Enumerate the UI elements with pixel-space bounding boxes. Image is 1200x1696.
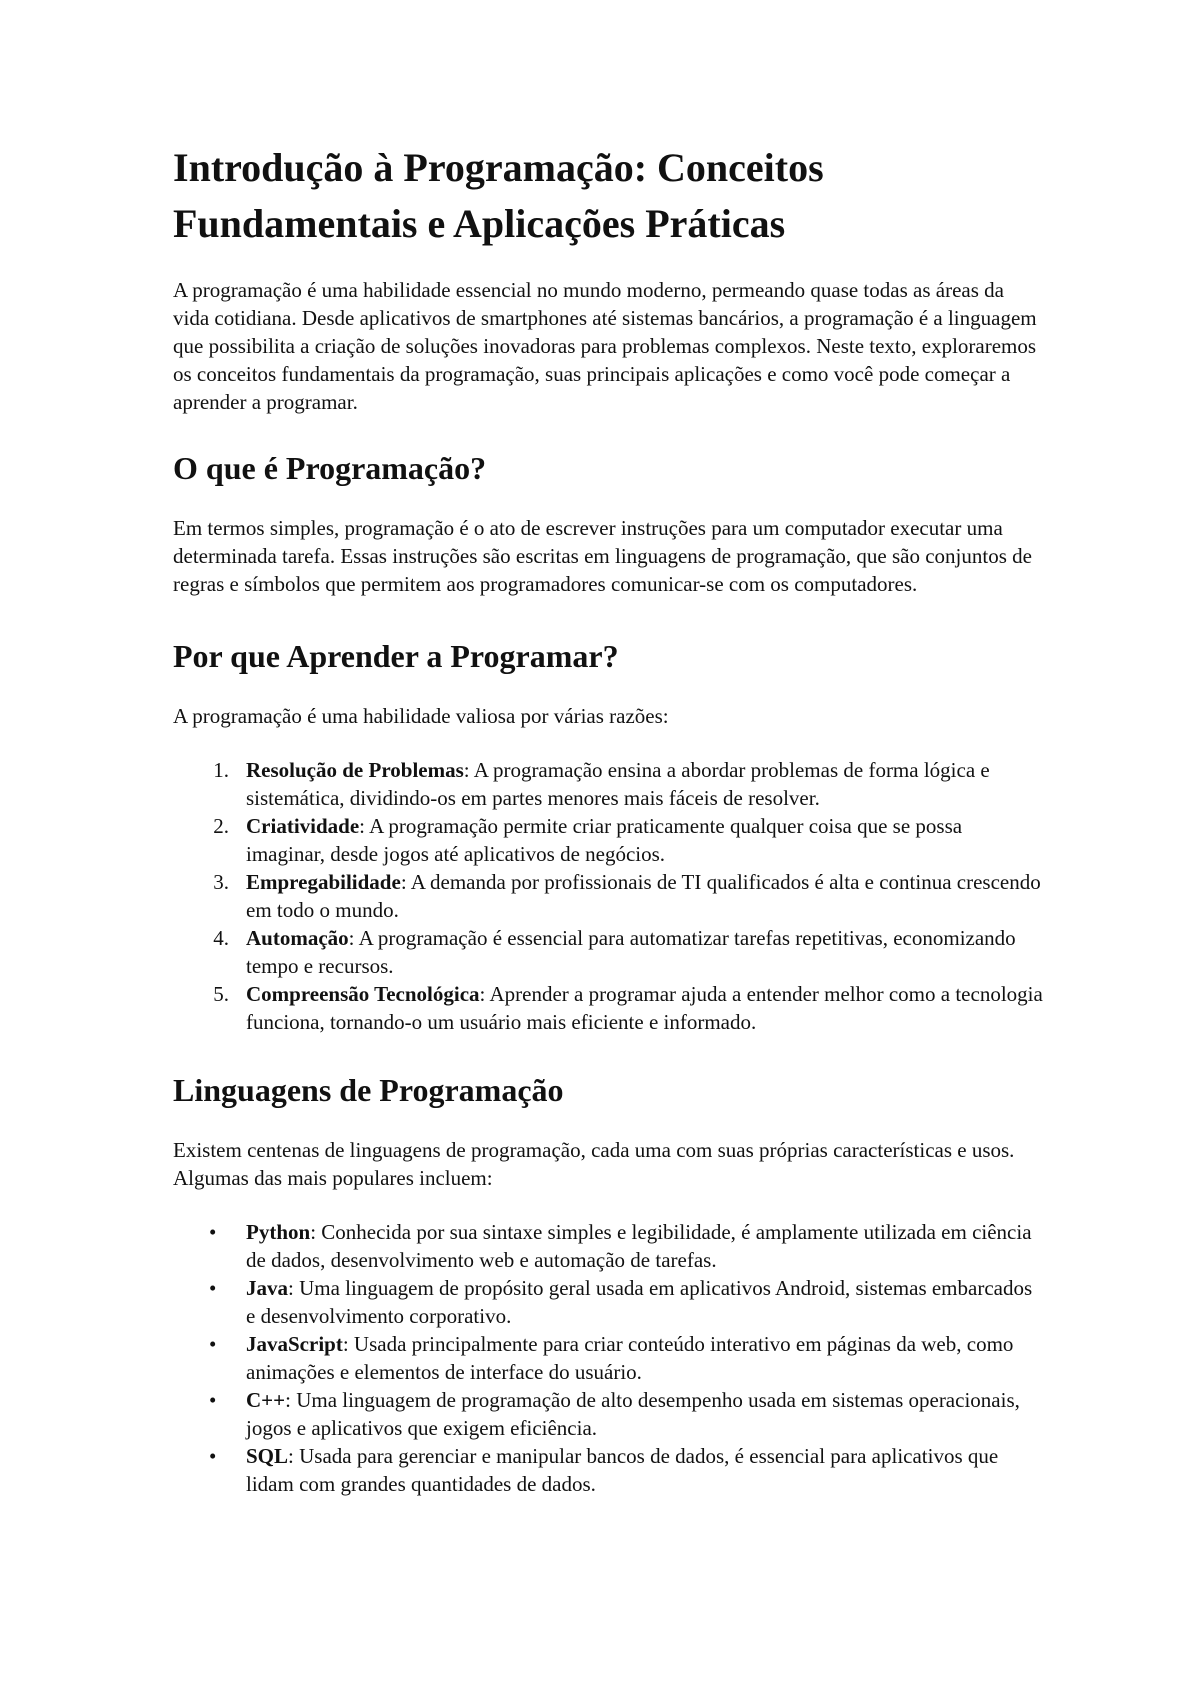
section-paragraph-what-is-programming: Em termos simples, programação é o ato de escrever instruções para um computador executar uma determinada tarefa. Essas instruções são escritas em linguagens de programação, que são conjuntos de regras e símbolos que permitem aos programadores comunicar-se com os computadores.	[173, 516, 1032, 596]
bullet-icon: •	[209, 1276, 217, 1300]
list-item-term: Resolução de Problemas	[246, 758, 464, 782]
list-item-description: : Conhecida por sua sintaxe simples e legibilidade, é amplamente utilizada em ciência de dados, desenvolvimento web e automação de tarefas.	[246, 1220, 1032, 1272]
bullet-icon: •	[209, 1332, 217, 1356]
list-number: 4.	[213, 926, 229, 950]
list-item	[173, 980, 1043, 1036]
document-title: Introdução à Programação: Conceitos Fundamentais e Aplicações Práticas	[173, 145, 824, 246]
list-item-description: : A programação permite criar praticamente qualquer coisa que se possa imaginar, desde jogos até aplicativos de negócios.	[246, 814, 963, 866]
list-number: 3.	[213, 870, 229, 894]
list-item	[173, 1274, 1043, 1330]
section-paragraph-languages: Existem centenas de linguagens de programação, cada uma com suas próprias características e usos. Algumas das mais populares incluem:	[173, 1138, 1015, 1190]
list-item-term: JavaScript	[246, 1332, 343, 1356]
bullet-icon: •	[209, 1444, 217, 1468]
list-item-description: : A programação ensina a abordar problemas de forma lógica e sistemática, dividindo-os em partes menores mais fáceis de resolver.	[246, 758, 990, 810]
list-item-term: Empregabilidade	[246, 870, 401, 894]
bullet-icon: •	[209, 1220, 217, 1244]
list-item-term: Compreensão Tecnológica	[246, 982, 480, 1006]
list-item-description: : Aprender a programar ajuda a entender melhor como a tecnologia funciona, tornando-o um usuário mais eficiente e informado.	[246, 982, 1043, 1034]
list-item	[173, 812, 1043, 868]
list-item	[173, 1218, 1043, 1274]
list-item-description: : Usada para gerenciar e manipular bancos de dados, é essencial para aplicativos que lidam com grandes quantidades de dados.	[246, 1444, 999, 1496]
document-page	[173, 140, 1043, 1498]
list-item-term: SQL	[246, 1444, 289, 1468]
list-item	[173, 924, 1043, 980]
list-item	[173, 1330, 1043, 1386]
list-item-description: : Uma linguagem de programação de alto desempenho usada em sistemas operacionais, jogos e aplicativos que exigem eficiência.	[246, 1388, 1020, 1440]
intro-paragraph: A programação é uma habilidade essencial no mundo moderno, permeando quase todas as áreas da vida cotidiana. Desde aplicativos de smartphones até sistemas bancários, a programação é a linguagem que possibilita a criação de soluções inovadoras para problemas complexos. Neste texto, exploraremos os conceitos fundamentais da programação, suas principais aplicações e como você pode começar a aprender a programar.	[173, 278, 1037, 414]
section-paragraph-why-learn: A programação é uma habilidade valiosa por várias razões:	[173, 704, 669, 728]
list-item-description: : Uma linguagem de propósito geral usada em aplicativos Android, sistemas embarcados e desenvolvimento corporativo.	[246, 1276, 1033, 1328]
list-number: 1.	[213, 758, 229, 782]
bullet-icon: •	[209, 1388, 217, 1412]
languages-list	[173, 1218, 1043, 1498]
list-item-term: Automação	[246, 926, 349, 950]
list-item-description: : A programação é essencial para automatizar tarefas repetitivas, economizando tempo e recursos.	[246, 926, 1016, 978]
section-heading-why-learn: Por que Aprender a Programar?	[173, 638, 619, 674]
reasons-list	[173, 756, 1043, 1036]
list-item-term: Criatividade	[246, 814, 360, 838]
list-item-term: Python	[246, 1220, 311, 1244]
list-number: 2.	[213, 814, 229, 838]
section-heading-languages: Linguagens de Programação	[173, 1072, 564, 1108]
list-number: 5.	[213, 982, 229, 1006]
section-heading-what-is-programming: O que é Programação?	[173, 450, 487, 486]
list-item-term: C++	[246, 1388, 286, 1412]
list-item	[173, 756, 1043, 812]
list-item	[173, 868, 1043, 924]
list-item-term: Java	[246, 1276, 288, 1300]
list-item-description: : Usada principalmente para criar conteúdo interativo em páginas da web, como animações e elementos de interface do usuário.	[246, 1332, 1014, 1384]
list-item	[173, 1442, 1043, 1498]
list-item	[173, 1386, 1043, 1442]
list-item-description: : A demanda por profissionais de TI qualificados é alta e continua crescendo em todo o mundo.	[246, 870, 1041, 922]
